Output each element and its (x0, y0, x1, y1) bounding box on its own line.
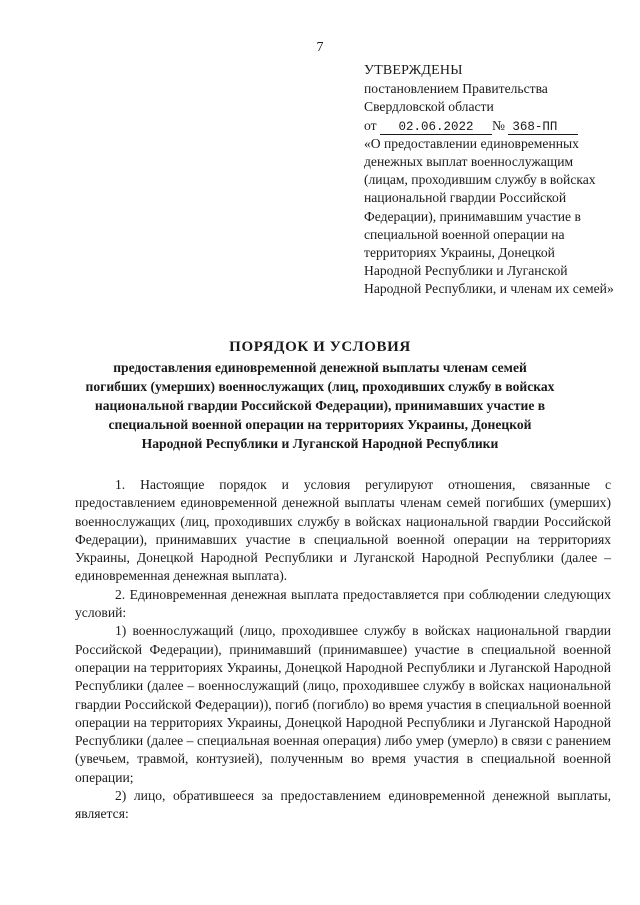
approval-heading: УТВЕРЖДЕНЫ (364, 63, 463, 78)
paragraph-2-item-2: 2) лицо, обратившееся за предоставлением единовременной денежной выплаты, является: (75, 788, 611, 822)
approval-line-2: Свердловской области (364, 99, 494, 115)
paragraph-2-item-1: 1) военнослужащий (лицо, проходившее службу в войсках национальной гвардии Российской Федерации), принимавший (принимавшее) участие в специальной военной операции на территориях Украины, Донецкой Народной Республики и Луганской Народной Республики (далее – военнослужащий (лицо, проходившее службу в войсках национальной гвардии Российской Федерации)), погиб (погибло) во время участия в специальной военной операции на территориях Украины, Донецкой Народной Республики и Луганской Народной Республики (далее – специальная военная операция) либо умер (умерло) в связи с ранением (увечьем, травмой, контузией), полученным во время участия в специальной военной операции; (75, 623, 611, 785)
approval-date-line (364, 117, 614, 135)
approval-number: 368-ПП (508, 120, 578, 135)
document-body (75, 476, 611, 824)
date-prefix: от (364, 117, 377, 133)
document-title (84, 339, 556, 453)
paragraph-1: 1. Настоящие порядок и условия регулируют отношения, связанные с предоставлением единовременной денежной выплаты членам семей погибших (умерших) военнослужащих (лиц, проходивших службу в войсках национальной гвардии Российской Федерации), принимавших участие в специальной военной операции на территориях Украины, Донецкой Народной Республики и Луганской Народной Республики (далее – единовременная денежная выплата). (75, 477, 611, 584)
approval-stamp (364, 62, 614, 299)
approval-quoted-title: «О предоставлении единовременных денежных выплат военнослужащим (лицам, проходившим службу в войсках национальной гвардии Российской Федерации), принимавшим участие в специальной военной операции на территориях Украины, Донецкой Народной Республики и Луганской Народной Республики, и членам их семей» (364, 135, 614, 297)
approval-line-1: постановлением Правительства (364, 81, 548, 97)
paragraph-2: 2. Единовременная денежная выплата предоставляется при соблюдении следующих условий: (75, 586, 611, 621)
number-prefix: № (491, 117, 505, 133)
page-number: 7 (316, 40, 324, 55)
title-main: ПОРЯДОК И УСЛОВИЯ (229, 339, 411, 355)
title-subtitle: предоставления единовременной денежной выплаты членам семей погибших (умерших) военнослужащих (лиц, проходивших службу в войсках национальной гвардии Российской Федерации), принимавших участие в специальной военной операции на территориях Украины, Донецкой Народной Республики и Луганской Народной Республики (85, 360, 555, 451)
approval-date: 02.06.2022 (380, 120, 492, 135)
